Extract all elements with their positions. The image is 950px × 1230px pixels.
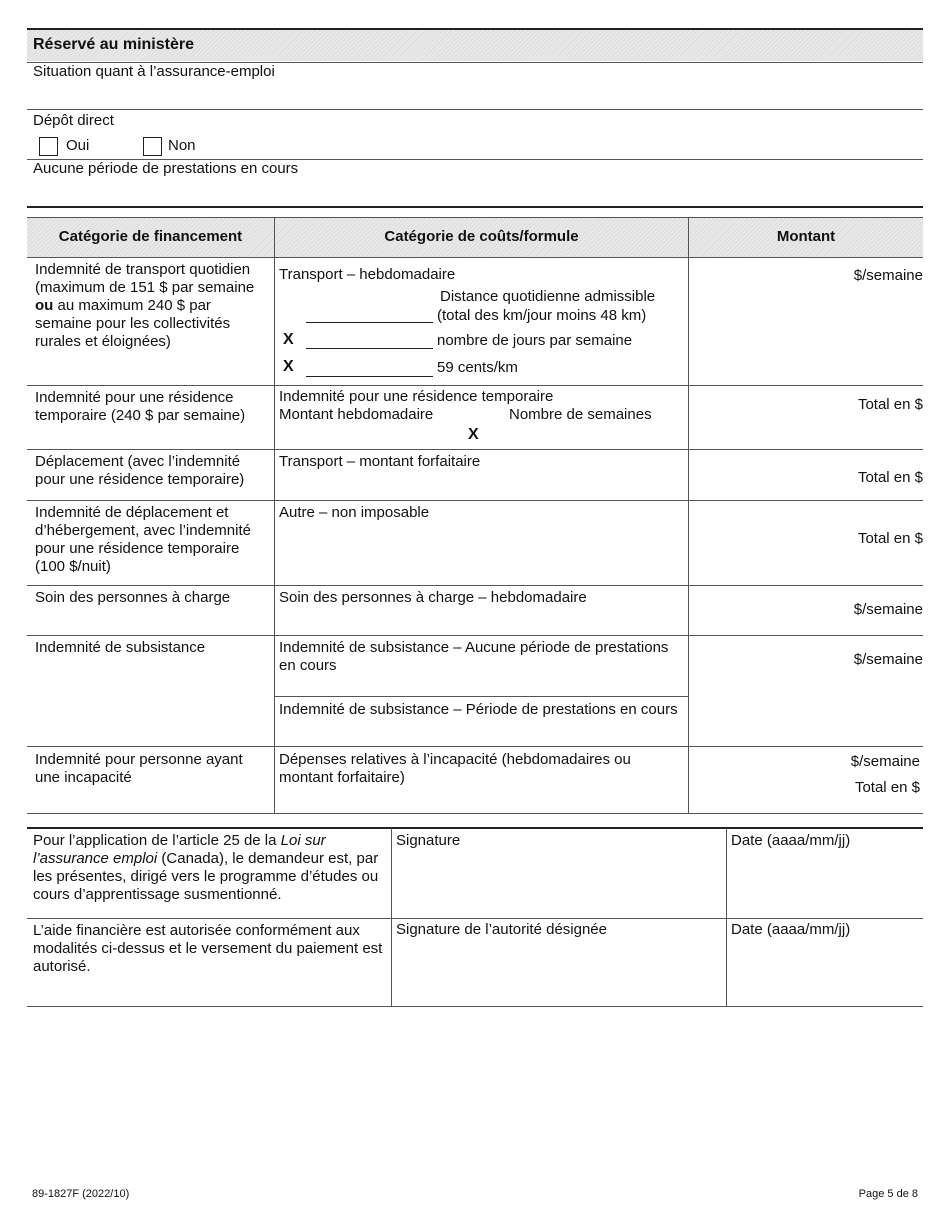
number-of-weeks-label: Nombre de semaines (509, 406, 652, 423)
amount-disability-weekly: $/semaine (850, 753, 920, 770)
funding-dependent-care: Soin des personnes à charge (35, 589, 231, 606)
referral-post: (Canada), le demandeur est, par les présentes, dirigé vers le programme d’études ou cours d’apprentissage susmentionné. (33, 850, 379, 903)
page-number: Page 5 de 8 (858, 1188, 918, 1200)
direct-deposit-yes-checkbox[interactable] (39, 137, 58, 156)
divider (27, 109, 923, 110)
cost-travel: Transport – montant forfaitaire (279, 453, 481, 470)
no-benefit-period-label: Aucune période de prestations en cours (33, 160, 299, 177)
form-number: 89-1827F (2022/10) (32, 1188, 130, 1200)
funding-travel: Déplacement (avec l’indemnité pour une résidence temporaire) (35, 453, 245, 488)
days-per-week-label: nombre de jours par semaine (437, 332, 633, 349)
funding-subsistence: Indemnité de subsistance (35, 639, 206, 656)
row-divider (27, 500, 923, 501)
referral-act-name: Loi sur l’assurance emploi (33, 832, 326, 867)
rate-label: 59 cents/km (437, 359, 518, 376)
designated-signature-field[interactable] (392, 940, 725, 1004)
amount-subsistence: $/semaine (853, 651, 923, 668)
funding-temp-residence: Indemnité pour une résidence temporaire (240 $ par semaine) (35, 389, 246, 424)
amount-lodging: Total en $ (857, 530, 923, 547)
designated-signature-label: Signature de l’autorité désignée (396, 921, 607, 938)
multiply-symbol: X (283, 331, 294, 348)
funding-transport-or: ou (35, 297, 54, 314)
row-divider (27, 257, 923, 258)
row-divider (27, 635, 923, 636)
column-divider (688, 217, 689, 814)
direct-deposit-no-checkbox[interactable] (143, 137, 162, 156)
header-funding-category: Catégorie de financement (58, 228, 243, 245)
date-field[interactable] (727, 850, 922, 916)
referral-pre: Pour l’application de l’article 25 de la (33, 832, 277, 849)
distance-input-line[interactable] (306, 322, 433, 323)
row-divider (27, 918, 923, 919)
date-label-2: Date (aaaa/mm/jj) (731, 921, 851, 938)
cost-dependent-care: Soin des personnes à charge – hebdomadaire (279, 589, 587, 606)
row-divider (27, 385, 923, 386)
distance-label-line2: (total des km/jour moins 48 km) (437, 307, 647, 324)
multiply-symbol: X (283, 358, 294, 375)
ei-status-label: Situation quant à l’assurance-emploi (33, 63, 275, 80)
days-input-line[interactable] (306, 348, 433, 349)
yes-label: Oui (66, 137, 90, 154)
direct-deposit-label: Dépôt direct (33, 112, 114, 129)
date-field-2[interactable] (727, 940, 922, 1004)
section-title: Réservé au ministère (33, 36, 194, 53)
signature-top-rule (27, 827, 923, 829)
section-header (27, 30, 923, 61)
funding-transport-post: au maximum 240 $ par semaine pour les collectivités rurales et éloignées) (35, 297, 231, 350)
rate-input-line[interactable] (306, 376, 433, 377)
cost-subsistence-benefit: Indemnité de subsistance – Période de prestations en cours (279, 701, 678, 718)
subrow-divider (275, 696, 688, 697)
date-label: Date (aaaa/mm/jj) (731, 832, 851, 849)
signature-label: Signature (396, 832, 461, 849)
weekly-amount-label: Montant hebdomadaire (279, 406, 434, 423)
amount-temp-residence: Total en $ (857, 396, 923, 413)
row-divider (27, 746, 923, 747)
funding-transport (35, 261, 267, 351)
row-divider (27, 449, 923, 450)
signature-bottom-rule (27, 1006, 923, 1007)
cost-temp-residence-title: Indemnité pour une résidence temporaire (279, 388, 554, 405)
row-divider (27, 585, 923, 586)
header-cost-category: Catégorie de coûts/formule (384, 228, 579, 245)
cost-subsistence-no-benefit: Indemnité de subsistance – Aucune période de prestations en cours (279, 639, 669, 674)
table-bottom-rule (27, 813, 923, 814)
cost-lodging: Autre – non imposable (279, 504, 430, 521)
authorization-statement: L’aide financière est autorisée conformément aux modalités ci-dessus et le versement du paiement est autorisé. (33, 922, 383, 975)
signature-field[interactable] (392, 850, 725, 916)
table-top-rule (27, 206, 923, 208)
distance-label-line1: Distance quotidienne admissible (440, 288, 656, 305)
amount-disability-total: Total en $ (854, 779, 920, 796)
multiply-symbol: X (468, 426, 479, 443)
cost-disability: Dépenses relatives à l’incapacité (hebdomadaires ou montant forfaitaire) (279, 751, 631, 786)
funding-disability: Indemnité pour personne ayant une incapacité (35, 751, 243, 786)
amount-travel: Total en $ (857, 469, 923, 486)
header-amount: Montant (776, 228, 836, 245)
cost-transport-title: Transport – hebdomadaire (279, 266, 456, 283)
funding-transport-pre: Indemnité de transport quotidien (maximum de 151 $ par semaine (35, 261, 255, 296)
amount-dependent-care: $/semaine (853, 601, 923, 618)
amount-transport: $/semaine (853, 267, 923, 284)
referral-statement (33, 832, 383, 904)
funding-lodging: Indemnité de déplacement et d’hébergement, avec l’indemnité pour une résidence temporaire (100 $/nuit) (35, 504, 251, 575)
no-label: Non (168, 137, 196, 154)
column-divider (274, 217, 275, 814)
